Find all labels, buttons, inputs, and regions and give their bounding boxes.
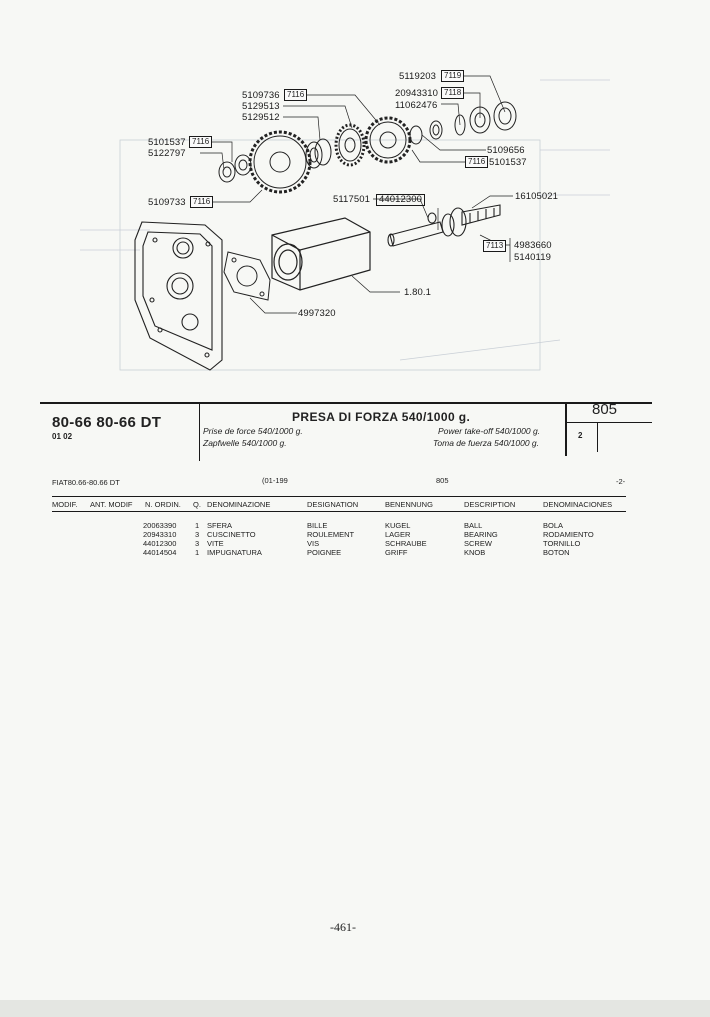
col-modif: MODIF. xyxy=(52,500,78,509)
callout-part-number: 1.80.1 xyxy=(404,287,432,298)
col-german: BENENNUNG xyxy=(385,500,433,509)
col-french: DESIGNATION xyxy=(307,500,359,509)
quantity: 3 xyxy=(195,539,200,548)
callout-part-number: 5129513 xyxy=(242,101,280,112)
quantity: 1 xyxy=(195,548,200,557)
title-block xyxy=(40,402,652,460)
callout-ref-box: 7116 xyxy=(465,156,488,168)
callout-part-number: 5117501 xyxy=(333,194,370,205)
callout-part-number: 5109656 xyxy=(487,145,525,156)
callout-part-number: 4983660 xyxy=(514,240,552,251)
callout-part-number: 5109733 xyxy=(148,197,186,208)
callout-part-number: 5140119 xyxy=(514,252,551,263)
name-italian: VITE xyxy=(207,539,224,548)
callout-part-number: 5129512 xyxy=(242,112,280,123)
table-header-rule xyxy=(52,511,626,512)
order-number: 20943310 xyxy=(143,530,177,539)
name-italian: IMPUGNATURA xyxy=(207,548,262,557)
page-number: -461- xyxy=(330,920,356,934)
table-top-rule xyxy=(52,496,626,497)
col-italian: DENOMINAZIONE xyxy=(207,500,271,509)
title-french: Prise de force 540/1000 g. xyxy=(203,426,303,436)
name-french: BILLE xyxy=(307,521,328,530)
name-french: ROULEMENT xyxy=(307,530,355,539)
callout-part-number: 5122797 xyxy=(148,148,186,159)
name-english: SCREW xyxy=(464,539,492,548)
page-bottom-edge xyxy=(0,1000,710,1017)
edition-date: (01-199 xyxy=(262,476,288,485)
model-name: 80-66 80-66 DT xyxy=(52,414,162,431)
name-english: BEARING xyxy=(464,530,498,539)
callout-part-number: 20943310 xyxy=(395,88,439,99)
col-order-number: N. ORDIN. xyxy=(145,500,181,509)
name-spanish: RODAMIENTO xyxy=(543,530,594,539)
callout-ref-box: 7116 xyxy=(284,89,307,101)
col-quantity: Q. xyxy=(193,500,201,509)
callout-part-number: 5109736 xyxy=(242,90,280,101)
group-sheet: 2 xyxy=(578,431,583,440)
name-english: KNOB xyxy=(464,548,486,557)
title-german: Zapfwelle 540/1000 g. xyxy=(203,438,287,448)
callout-part-number: 44012300 xyxy=(376,194,425,206)
callout-part-number: 5119203 xyxy=(399,71,436,82)
quantity: 3 xyxy=(195,530,200,539)
callout-ref-box: 7113 xyxy=(483,240,506,252)
callout-part-number: 5101537 xyxy=(148,137,186,148)
name-french: POIGNEE xyxy=(307,548,342,557)
title-spanish: Toma de fuerza 540/1000 g. xyxy=(433,438,540,448)
model-reference: FIAT80.66-80.66 DT xyxy=(52,478,120,487)
col-spanish: DENOMINACIONES xyxy=(543,500,613,509)
name-spanish: TORNILLO xyxy=(543,539,581,548)
name-english: BALL xyxy=(464,521,483,530)
sheet-number: -2- xyxy=(616,477,626,486)
callout-part-number: 16105021 xyxy=(515,191,559,202)
callout-ref-box: 7116 xyxy=(190,196,213,208)
name-french: VIS xyxy=(307,539,320,548)
callout-part-number: 11062476 xyxy=(395,100,438,111)
quantity: 1 xyxy=(195,521,200,530)
col-ant-modif: ANT. MODIF xyxy=(90,500,133,509)
name-german: GRIFF xyxy=(385,548,408,557)
callout-ref-box: 7119 xyxy=(441,70,464,82)
name-spanish: BOTON xyxy=(543,548,570,557)
col-english: DESCRIPTION xyxy=(464,500,516,509)
callout-ref-box: 7118 xyxy=(441,87,464,99)
order-number: 20063390 xyxy=(143,521,177,530)
name-german: SCHRAUBE xyxy=(385,539,427,548)
name-german: KUGEL xyxy=(385,521,411,530)
order-number: 44014504 xyxy=(143,548,177,557)
name-spanish: BOLA xyxy=(543,521,564,530)
name-german: LAGER xyxy=(385,530,411,539)
name-italian: SFERA xyxy=(207,521,233,530)
group-code: 805 xyxy=(592,401,618,418)
callout-part-number: 5101537 xyxy=(489,157,527,168)
order-number: 44012300 xyxy=(143,539,177,548)
title-english: Power take-off 540/1000 g. xyxy=(438,426,541,436)
group-code-ref: 805 xyxy=(436,476,449,485)
model-variant: 01 02 xyxy=(52,432,73,441)
page-title: PRESA DI FORZA 540/1000 g. xyxy=(292,410,471,424)
name-italian: CUSCINETTO xyxy=(207,530,256,539)
callout-ref-box: 7116 xyxy=(189,136,212,148)
callout-part-number: 4997320 xyxy=(298,308,336,319)
